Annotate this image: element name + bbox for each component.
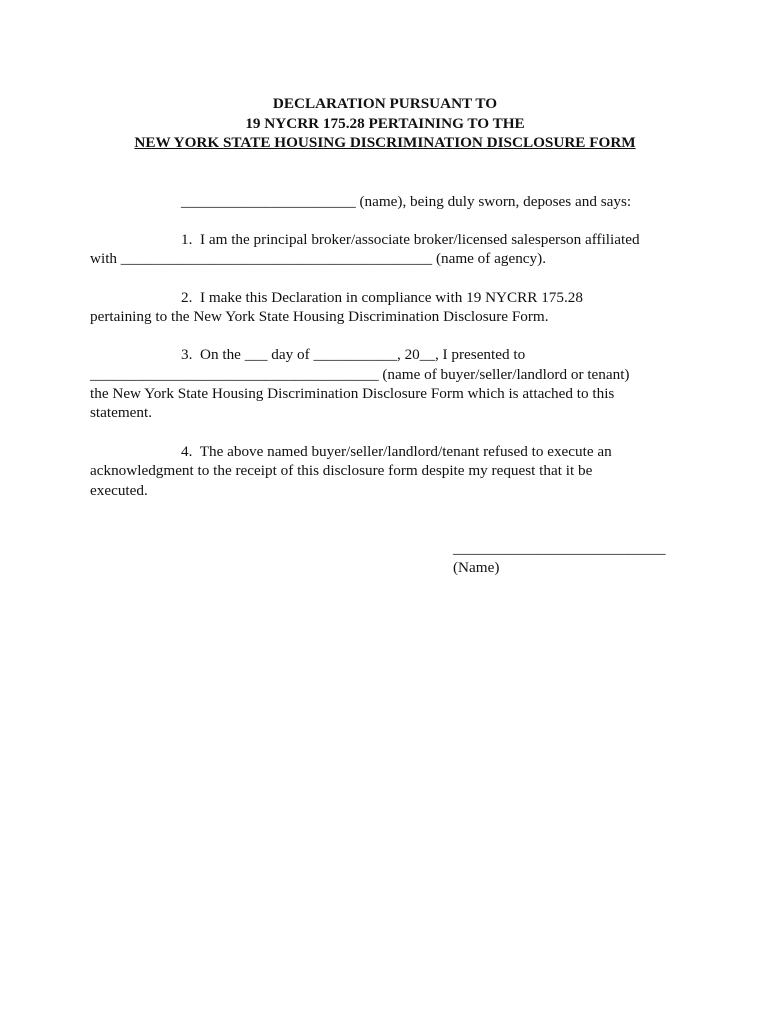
- intro-line: _______________________ (name), being duly sworn, deposes and says:: [181, 193, 632, 210]
- para3-line-1: 3. On the ___ day of ___________, 20__, I presented to: [181, 346, 526, 363]
- para1-line-2: with _________________________________________ (name of agency).: [90, 250, 546, 267]
- title-line-1: DECLARATION PURSUANT TO: [272, 95, 498, 112]
- para3-line-4: statement.: [90, 404, 152, 421]
- para4-line-3: executed.: [90, 482, 148, 499]
- signature-label: (Name): [453, 559, 500, 576]
- title-line-3: NEW YORK STATE HOUSING DISCRIMINATION DISCLOSURE FORM: [134, 134, 636, 151]
- signature-line: ____________________________: [453, 540, 666, 557]
- para2-line-2: pertaining to the New York State Housing Discrimination Disclosure Form.: [90, 308, 549, 325]
- document-title: [0, 94, 770, 153]
- para3-line-3: the New York State Housing Discrimination Disclosure Form which is attached to this: [90, 385, 615, 402]
- para1-line-1: 1. I am the principal broker/associate broker/licensed salesperson affiliated: [181, 231, 640, 248]
- para4-line-1: 4. The above named buyer/seller/landlord/tenant refused to execute an: [181, 443, 612, 460]
- para3-line-2: ______________________________________ (name of buyer/seller/landlord or tenant): [90, 366, 630, 383]
- para4-line-2: acknowledgment to the receipt of this disclosure form despite my request that it be: [90, 462, 593, 479]
- title-line-2: 19 NYCRR 175.28 PERTAINING TO THE: [245, 114, 525, 132]
- para2-line-1: 2. I make this Declaration in compliance with 19 NYCRR 175.28: [181, 289, 583, 306]
